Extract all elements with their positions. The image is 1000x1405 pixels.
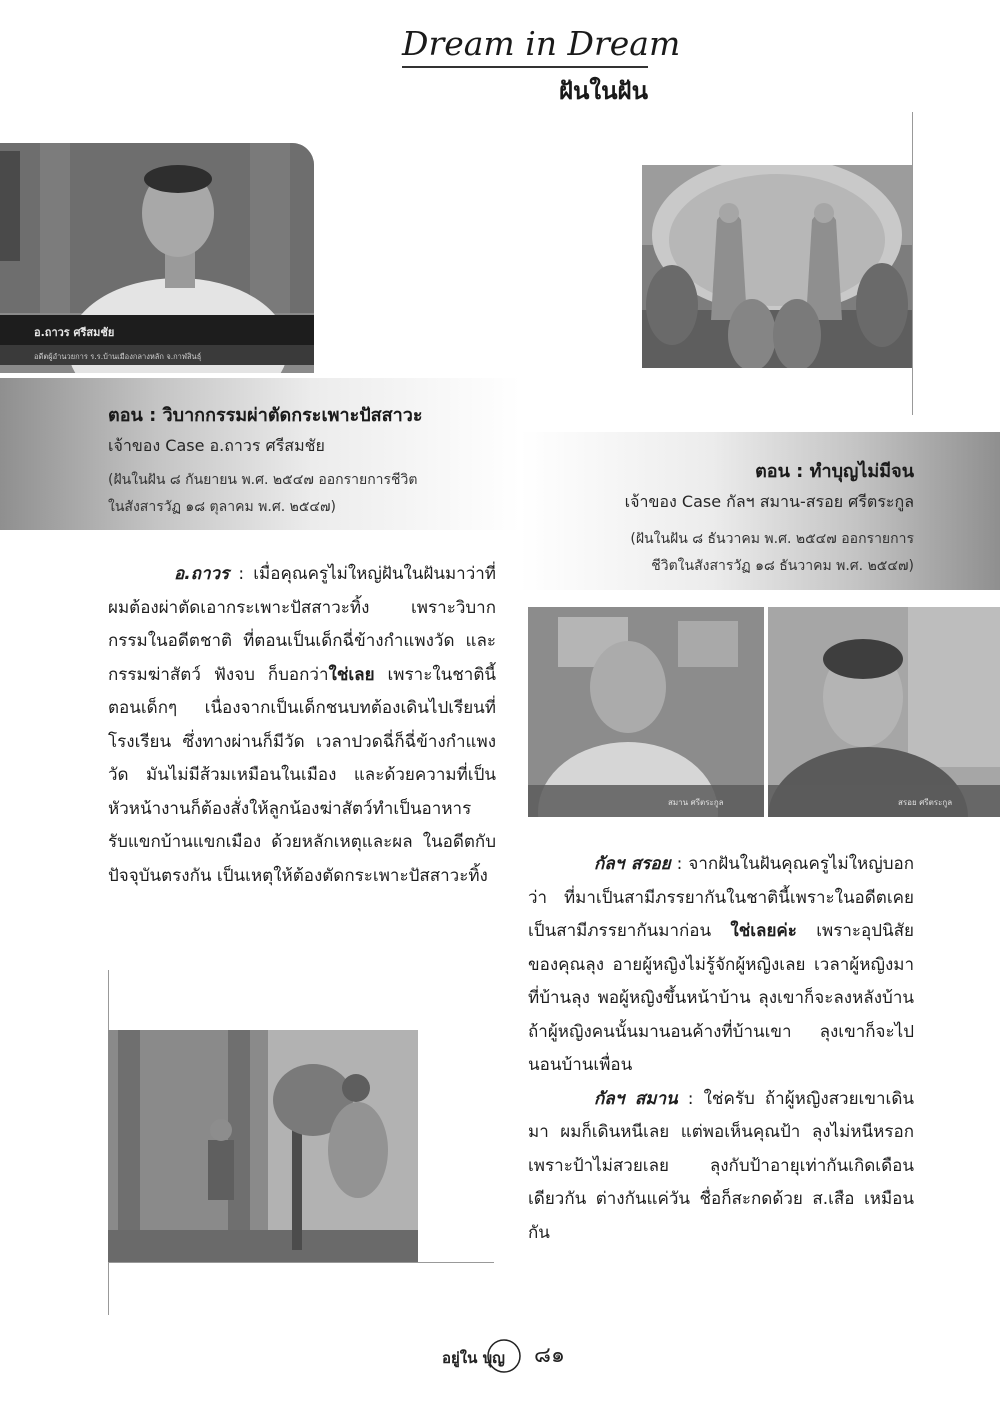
right-episode-date-line2: ชีวิตในสังสารวัฏ ๑๘ ธันวาคม พ.ศ. ๒๕๔๗) xyxy=(651,558,914,574)
right-para2-text: : ใช่ครับ ถ้าผู้หญิงสวยเขาเดินมา ผมก็เดินหนีเลย แต่พอเห็นคุณป้า ลุงไม่หนีหรอก เพราะป้าไม่สวยเลย ลุงกับป้าอายุเท่ากันเกิดเดือนเดียวกัน ต่างกันแค่วัน ชื่อก็สะกดด้วย ส.เสือ เหมือนกัน xyxy=(528,1088,914,1243)
photo-cartoon-illustration xyxy=(108,1030,418,1262)
right-para1-text-b: เพราะอุปนิสัยของคุณลุง อายผู้หญิงไม่รู้จักผู้หญิงเลย เวลาผู้หญิงมาที่บ้านลุง พอผู้หญิงขึ้นหน้าบ้าน ลุงเขาก็จะลงหลังบ้าน ถ้าผู้หญิงคนนั้นมานอนค้างที่บ้านเขา ลุงเขาก็จะไปนอนบ้านเพื่อน xyxy=(528,921,914,1075)
left-episode-title: ตอน : วิบากกรรมผ่าตัดกระเพาะปัสสาวะ xyxy=(108,405,423,426)
footer-logo xyxy=(440,1338,530,1374)
right-episode-date xyxy=(528,526,914,582)
tv-caption-name: อ.ถาวร ศรีสมชัย xyxy=(34,326,115,339)
page-number: ๘๑ xyxy=(534,1343,565,1368)
left-episode-date xyxy=(108,467,508,523)
title-english: Dream in Dream xyxy=(402,24,681,63)
right-episode-date-line1: (ฝันในฝัน ๘ ธันวาคม พ.ศ. ๒๕๔๗ ออกรายการ xyxy=(630,531,914,547)
tv-caption-sub: อดีตผู้อำนวยการ ร.ร.บ้านเมืองกลางหลัก จ.กาฬสินธุ์ xyxy=(34,352,202,361)
footer-logo-text: อยู่ใน บุญ xyxy=(442,1349,505,1367)
left-emphasis: ใช่เลย xyxy=(328,664,375,685)
left-article-body xyxy=(108,558,496,938)
right-para1-emphasis: ใช่เลยค่ะ xyxy=(730,921,797,941)
photo-tv-host xyxy=(0,143,314,373)
left-episode-date-line2: ในสังสารวัฏ ๑๘ ตุลาคม พ.ศ. ๒๕๔๗) xyxy=(108,499,337,515)
right-episode-owner: เจ้าของ Case กัลฯ สมาน-สรอย ศรีตระกูล xyxy=(624,492,914,511)
left-text-b: เพราะในชาตินี้ตอนเด็กๆ เนื่องจากเป็นเด็กชนบทต้องเดินไปเรียนที่โรงเรียน ซึ่งทางผ่านก็มีวัด เวลาปวดฉี่ก็ฉี่ข้างกำแพงวัด มันไม่มีส้วมเหมือนในเมือง และด้วยความที่เป็นหัวหน้างานก็ต้องสั่งให้ลูกน้องฆ่าสัตว์ทำเป็นอาหาร รับแขกบ้านแขกเมือง ด้วยหลักเหตุและผล ในอดีตกับปัจจุบันตรงกัน เป็นเหตุให้ต้องตัดกระเพาะปัสสาวะทิ้ง xyxy=(108,664,496,886)
photo-temple-illustration xyxy=(642,165,912,368)
title-thai: ฝันในฝัน xyxy=(558,77,648,105)
right-para1-text-a: : จากฝันในฝันคุณครูไม่ใหญ่บอกว่า ที่มาเป็นสามีภรรยากันในชาตินี้เพราะในอดีตเคยเป็นสามีภรรยากันมาก่อน xyxy=(528,854,914,941)
right-paragraph-2 xyxy=(528,1083,914,1251)
vertical-rule-right xyxy=(912,112,913,415)
right-article-body xyxy=(528,848,914,1268)
title-underline xyxy=(402,66,648,68)
photo-couple xyxy=(528,607,1000,817)
couple-caption-left: สมาน ศรีตระกูล xyxy=(668,798,724,807)
left-episode-owner: เจ้าของ Case อ.ถาวร ศรีสมชัย xyxy=(108,436,325,455)
left-text-a: : เมื่อคุณครูไม่ใหญ่ฝันในฝันมาว่าที่ผมต้องผ่าตัดเอากระเพาะปัสสาวะทิ้ง เพราะวิบากกรรมในอดีตชาติ ที่ตอนเป็นเด็กฉี่ข้างกำแพงวัด และกรรมฆ่าสัตว์ ฟังจบ ก็บอกว่า xyxy=(108,564,496,685)
left-speaker: อ.ถาวร xyxy=(174,564,230,584)
couple-caption-right: สรอย ศรีตระกูล xyxy=(898,798,953,807)
right-speaker-2: กัลฯ สมาน xyxy=(594,1088,678,1109)
page-footer xyxy=(440,1334,600,1378)
right-paragraph-1 xyxy=(528,848,914,1083)
left-episode-date-line1: (ฝันในฝัน ๘ กันยายน พ.ศ. ๒๕๔๗ ออกรายการชีวิต xyxy=(108,472,418,488)
horizontal-rule-bottom xyxy=(108,1262,494,1263)
right-speaker-1: กัลฯ สรอย xyxy=(594,854,671,874)
right-episode-title: ตอน : ทำบุญไม่มีจน xyxy=(755,461,914,482)
